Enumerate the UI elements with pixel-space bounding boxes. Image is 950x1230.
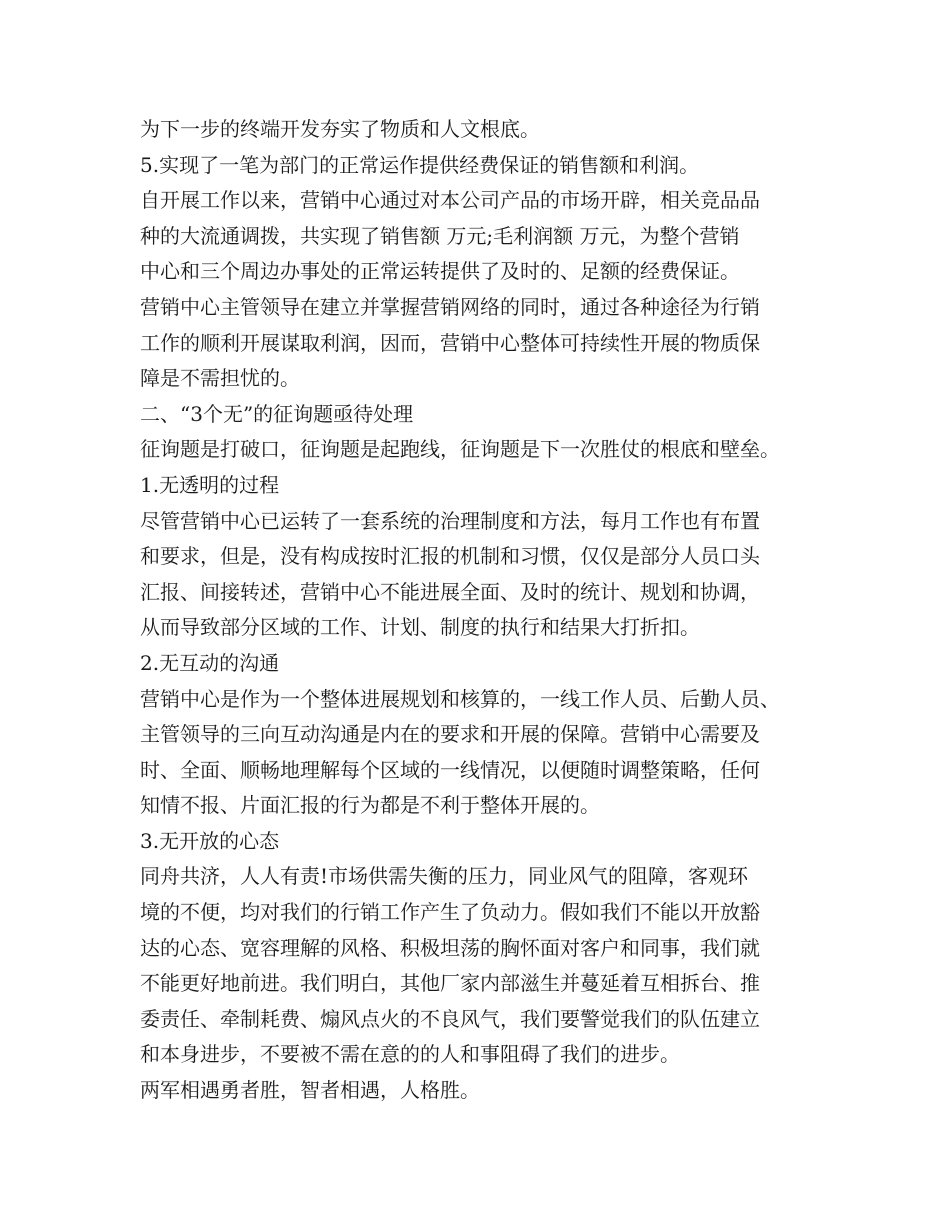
text-line: 和本身进步，不要被不需在意的的人和事阻碍了我们的进步。 xyxy=(140,1042,680,1067)
text-line: 委责任、牵制耗费、煽风点火的不良风气，我们要警觉我们的队伍建立 xyxy=(140,1006,760,1031)
text-line: 和要求，但是，没有构成按时汇报的机制和习惯，仅仅是部分人员口头 xyxy=(140,544,760,569)
text-line: 营销中心是作为一个整体进展规划和核算的，一线工作人员、后勤人员、 xyxy=(140,686,780,711)
text-line: 主管领导的三向互动沟通是内在的要求和开展的保障。营销中心需要及 xyxy=(140,722,760,747)
text-line: 种的大流通调拨，共实现了销售额 万元;毛利润额 万元，为整个营销 xyxy=(140,223,740,248)
text-line: 从而导致部分区域的工作、计划、制度的执行和结果大打折扣。 xyxy=(140,615,700,640)
text-line: 障是不需担忧的。 xyxy=(140,366,300,391)
text-line: 不能更好地前进。我们明白，其他厂家内部滋生并蔓延着互相拆台、推 xyxy=(140,971,760,996)
text-line: 征询题是打破口，征询题是起跑线，征询题是下一次胜仗的根底和壁垒。 xyxy=(140,437,780,462)
subsection-heading: 3.无开放的心态 xyxy=(140,828,280,853)
section-heading: 二、“3个无”的征询题亟待处理 xyxy=(140,401,414,426)
document-body xyxy=(140,112,840,1109)
subsection-heading: 2.无互动的沟通 xyxy=(140,650,280,675)
text-line: 两军相遇勇者胜，智者相遇，人格胜。 xyxy=(140,1078,480,1103)
text-line: 时、全面、顺畅地理解每个区域的一线情况，以便随时调整策略，任何 xyxy=(140,757,760,782)
text-line: 工作的顺利开展谋取利润，因而，营销中心整体可持续性开展的物质保 xyxy=(140,330,760,355)
text-line: 自开展工作以来，营销中心通过对本公司产品的市场开辟，相关竞品品 xyxy=(140,188,760,213)
text-line: 为下一步的终端开发夯实了物质和人文根底。 xyxy=(140,117,540,141)
text-line: 达的心态、宽容理解的风格、积极坦荡的胸怀面对客户和同事，我们就 xyxy=(140,935,760,960)
subsection-heading: 1.无透明的过程 xyxy=(140,472,280,497)
text-line: 汇报、间接转述，营销中心不能进展全面、及时的统计、规划和协调， xyxy=(140,579,760,604)
text-line: 中心和三个周边办事处的正常运转提供了及时的、足额的经费保证。 xyxy=(140,259,740,284)
text-line: 营销中心主管领导在建立并掌握营销网络的同时，通过各种途径为行销 xyxy=(140,294,760,319)
text-line: 5.实现了一笔为部门的正常运作提供经费保证的销售额和利润。 xyxy=(140,152,700,177)
text-line: 知情不报、片面汇报的行为都是不利于整体开展的。 xyxy=(140,793,600,818)
text-line: 同舟共济，人人有责!市场供需失衡的压力，同业风气的阻障，客观环 xyxy=(140,864,749,889)
text-line: 境的不便，均对我们的行销工作产生了负动力。假如我们不能以开放豁 xyxy=(140,900,760,925)
text-line: 尽管营销中心已运转了一套系统的治理制度和方法，每月工作也有布置 xyxy=(140,508,760,533)
